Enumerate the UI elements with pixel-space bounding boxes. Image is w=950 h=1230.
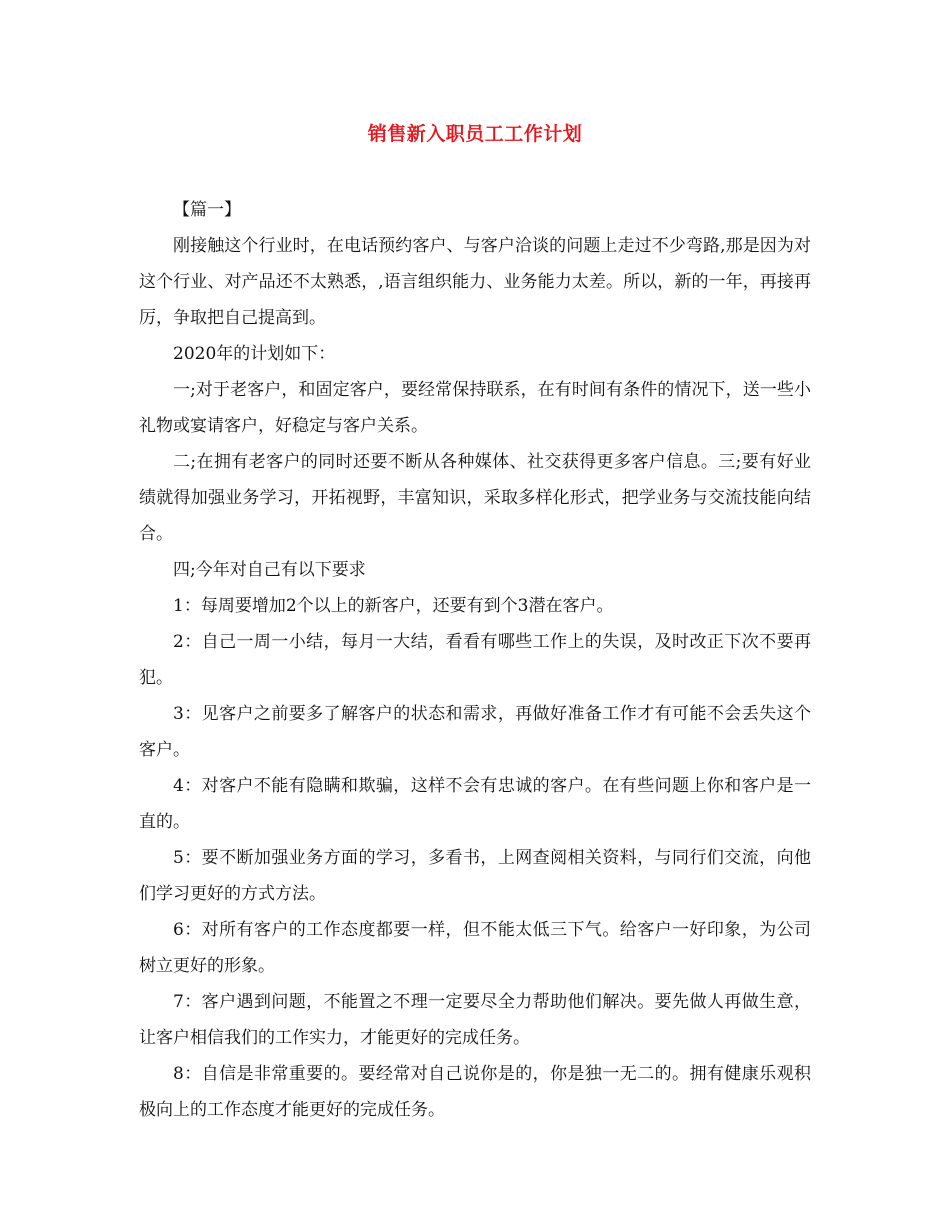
list-item: 7：客户遇到问题，不能置之不理一定要尽全力帮助他们解决。要先做人再做生意，让客户相信我们的工作实力，才能更好的完成任务。 xyxy=(139,992,811,1048)
list-item: 8：自信是非常重要的。要经常对自己说你是的，你是独一无二的。拥有健康乐观积极向上的工作态度才能更好的完成任务。 xyxy=(139,1064,811,1120)
document-title: 销售新入职员工工作计划 xyxy=(367,123,583,145)
section-heading: 【篇一】 xyxy=(173,200,241,220)
paragraph: 一;对于老客户，和固定客户，要经常保持联系，在有时间有条件的情况下，送一些小礼物或宴请客户，好稳定与客户关系。 xyxy=(139,380,811,436)
document-body xyxy=(139,192,811,1128)
paragraph: 2020年的计划如下： xyxy=(173,344,336,364)
paragraph: 四;今年对自己有以下要求 xyxy=(173,560,366,580)
paragraph: 二;在拥有老客户的同时还要不断从各种媒体、社交获得更多客户信息。三;要有好业绩就得加强业务学习，开拓视野，丰富知识，采取多样化形式，把学业务与交流技能向结合。 xyxy=(139,452,811,544)
list-item: 4：对客户不能有隐瞒和欺骗，这样不会有忠诚的客户。在有些问题上你和客户是一直的。 xyxy=(139,776,811,832)
list-item: 5：要不断加强业务方面的学习，多看书，上网查阅相关资料，与同行们交流，向他们学习更好的方式方法。 xyxy=(139,848,811,904)
list-item: 6：对所有客户的工作态度都要一样，但不能太低三下气。给客户一好印象，为公司树立更好的形象。 xyxy=(139,920,811,976)
list-item: 3：见客户之前要多了解客户的状态和需求，再做好准备工作才有可能不会丢失这个客户。 xyxy=(139,704,811,760)
list-item: 2：自己一周一小结，每月一大结，看看有哪些工作上的失误，及时改正下次不要再犯。 xyxy=(139,632,811,688)
paragraph: 刚接触这个行业时，在电话预约客户、与客户洽谈的问题上走过不少弯路,那是因为对这个行业、对产品还不太熟悉，,语言组织能力、业务能力太差。所以，新的一年，再接再厉，争取把自己提高到。 xyxy=(139,236,811,328)
list-item: 1：每周要增加2个以上的新客户，还要有到个3潜在客户。 xyxy=(173,596,614,616)
